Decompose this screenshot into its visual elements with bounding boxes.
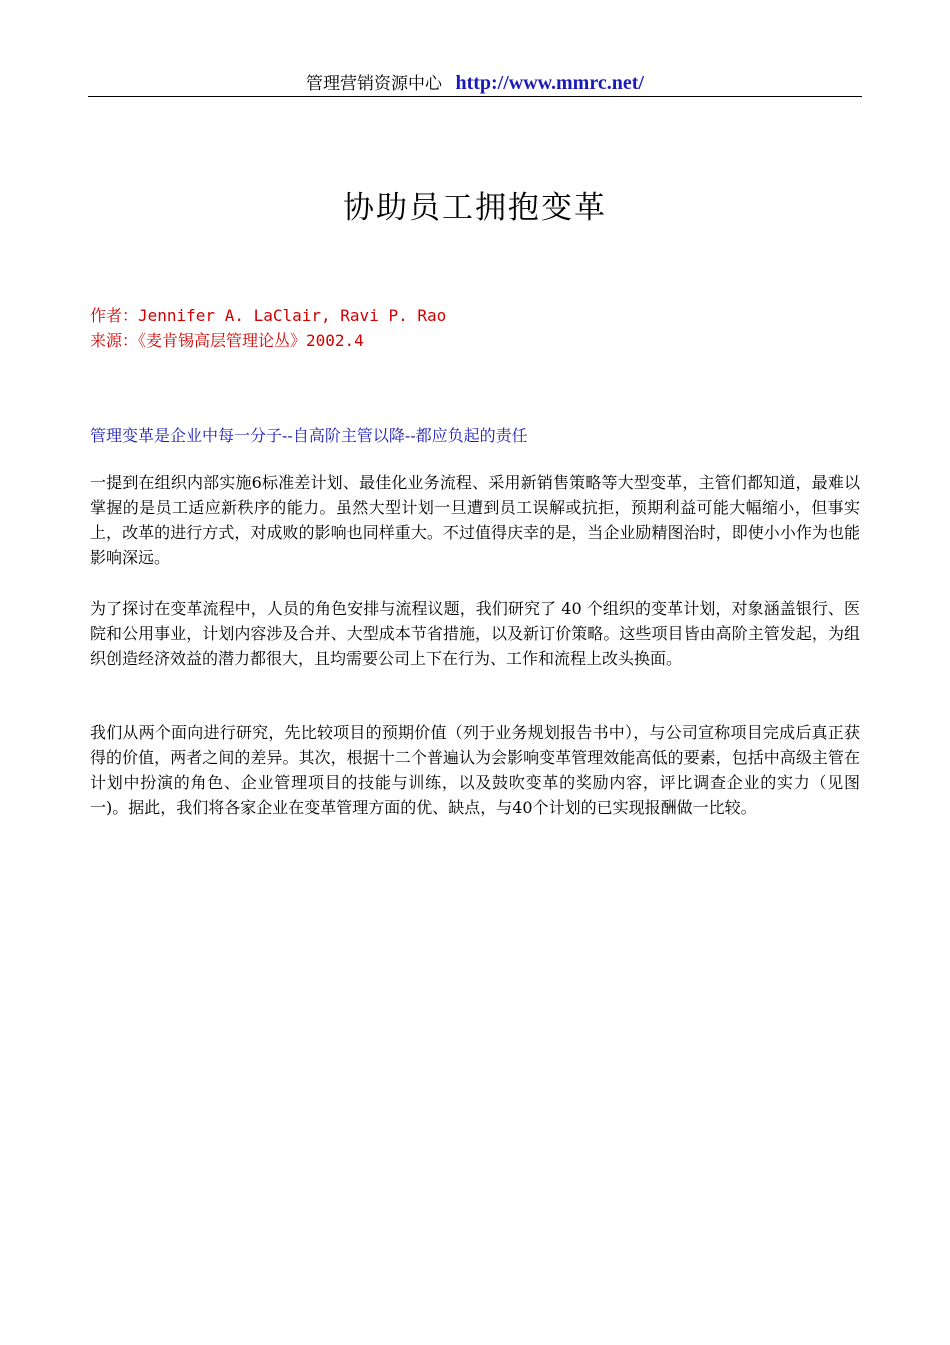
body-paragraph-1: 一提到在组织内部实施6标准差计划、最佳化业务流程、采用新销售策略等大型变革，主管们都知道，最难以掌握的是员工适应新秩序的能力。虽然大型计划一旦遭到员工误解或抗拒，预期利益可能大幅缩小，但事实上，改革的进行方式，对成败的影响也同样重大。不过值得庆幸的是，当企业励精图治时，即使小小作为也能影响深远。 xyxy=(90,473,860,567)
site-url-link[interactable]: http://www.mmrc.net/ xyxy=(455,72,644,94)
author-line: 作者：Jennifer A. LaClair, Ravi P. Rao xyxy=(90,306,447,325)
page-header xyxy=(88,70,862,96)
body-paragraph-2: 为了探讨在变革流程中，人员的角色安排与流程议题，我们研究了 40 个组织的变革计划，对象涵盖银行、医院和公用事业，计划内容涉及合并、大型成本节省措施，以及新订价策略。这些项目皆由高阶主管发起，为组织创造经济效益的潜力都很大，且均需要公司上下在行为、工作和流程上改头换面。 xyxy=(90,599,860,668)
source-line: 来源：《麦肯锡高层管理论丛》2002.4 xyxy=(90,331,364,350)
article-meta xyxy=(90,303,446,353)
header-divider xyxy=(88,96,862,97)
body-paragraph-3: 我们从两个面向进行研究，先比较项目的预期价值（列于业务规划报告书中），与公司宣称项目完成后真正获得的价值，两者之间的差异。其次，根据十二个普遍认为会影响变革管理效能高低的要素，包括中高级主管在计划中扮演的角色、企业管理项目的技能与训练，以及鼓吹变革的奖励内容，评比调查企业的实力（见图一)。据此，我们将各家企业在变革管理方面的优、缺点，与40个计划的已实现报酬做一比较。 xyxy=(90,723,860,817)
site-name: 管理营销资源中心 xyxy=(306,74,443,94)
article-subtitle: 管理变革是企业中每一分子--自高阶主管以降--都应负起的责任 xyxy=(90,426,528,445)
article-title: 协助员工拥抱变革 xyxy=(343,190,607,226)
